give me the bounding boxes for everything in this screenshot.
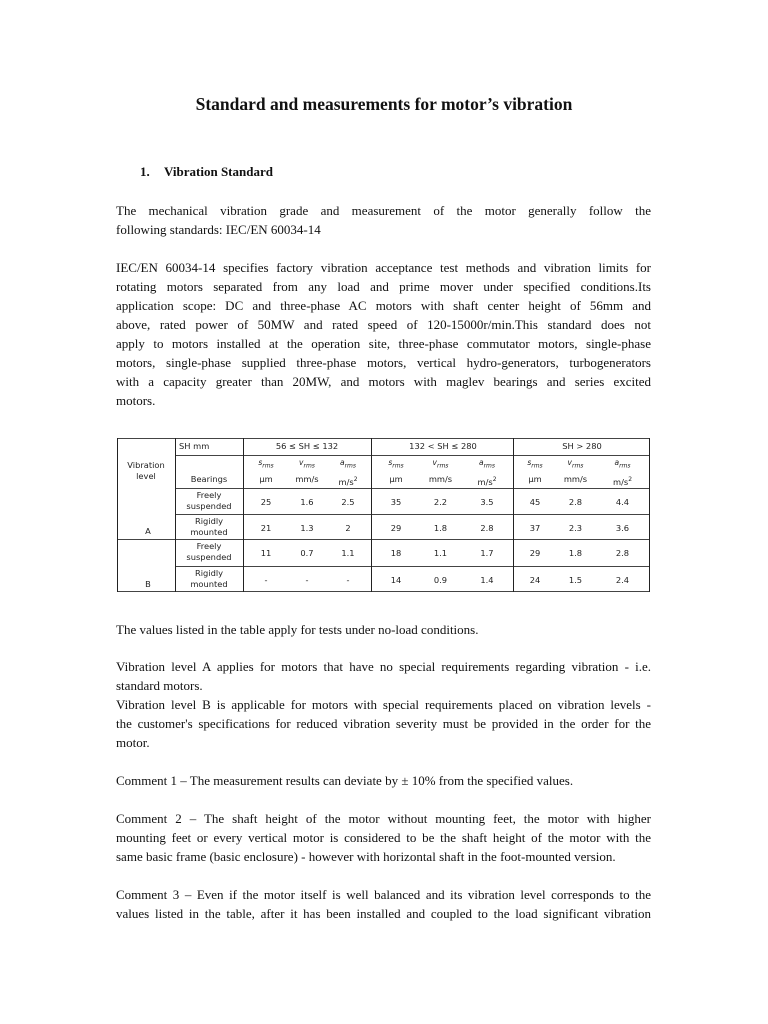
- table-value: 2.3: [568, 523, 583, 533]
- table-value: -: [305, 575, 309, 585]
- table-value: 1.1: [433, 548, 448, 558]
- symbol-letter: a: [339, 458, 345, 467]
- symbol-letter: s: [527, 458, 532, 467]
- table-value: 1.3: [300, 523, 314, 533]
- text-line: mounting feet or every vertical motor is considered to be the shaft height of the motor with the: [116, 830, 651, 845]
- symbol-subscript: rms: [619, 462, 631, 470]
- unit-label: µm: [528, 474, 542, 484]
- table-rule: [175, 455, 650, 456]
- quantity-symbol: [557, 457, 594, 472]
- table-value: 3.5: [480, 497, 494, 507]
- text-line: apply to motors installed at the operation site, three-phase commutator motors, single-phase: [116, 336, 651, 351]
- table-value: 45: [529, 497, 541, 507]
- symbol-letter: v: [567, 458, 572, 467]
- quantity-symbol: [514, 457, 556, 472]
- vibration-limits-table: [117, 438, 650, 592]
- text-line: same basic frame (basic enclosure) - however with horizontal shaft in the foot-mounted version.: [116, 849, 616, 864]
- bearing-line: Freely: [196, 490, 222, 500]
- paragraph-standards: [116, 201, 651, 239]
- text-line: IEC/EN 60034-14 specifies factory vibration acceptance test methods and vibration limits for: [116, 260, 651, 275]
- text-line: the customer's specifications for reduced vibration severity must be provided in the order for the: [116, 716, 651, 731]
- group-header: 132 < SH ≤ 280: [409, 441, 477, 451]
- table-value: 35: [390, 497, 402, 507]
- quantity-symbol: [420, 457, 461, 472]
- table-value: 24: [529, 575, 541, 585]
- table-value: 25: [260, 497, 272, 507]
- document-title: Standard and measurements for motor’s vibration: [195, 94, 573, 114]
- bearing-line: Rigidly: [194, 516, 224, 526]
- unit-label: $m/s^2$: [612, 476, 633, 487]
- bearings-header: Bearings: [190, 474, 228, 484]
- table-rule: [117, 539, 650, 540]
- unit-label: $m/s^2$: [477, 476, 497, 487]
- table-value: 29: [390, 523, 402, 533]
- symbol-subscript: rms: [437, 462, 449, 470]
- bearing-line: suspended: [186, 552, 232, 562]
- table-value: 1.7: [480, 548, 494, 558]
- bearing-type: [175, 541, 243, 563]
- table-value: 2.4: [615, 575, 630, 585]
- table-rule: [175, 566, 650, 567]
- symbol-subscript: rms: [392, 462, 404, 470]
- quantity-symbol: [373, 457, 419, 472]
- quantity-symbol: [245, 457, 287, 472]
- text-line: rotating motors separated from any load and prime mover under specified conditions.Its: [116, 279, 651, 294]
- quantity-symbol: [595, 457, 650, 472]
- table-value: 1.4: [480, 575, 494, 585]
- table-value: 1.5: [568, 575, 583, 585]
- text-line: values listed in the table, after it has been installed and coupled to the load significant vibration: [116, 906, 651, 921]
- table-value: 1.8: [433, 523, 448, 533]
- paragraph-comment-1: [116, 771, 651, 790]
- table-value: 2: [345, 523, 351, 533]
- table-value: -: [264, 575, 268, 585]
- paragraph-levels: [116, 657, 651, 752]
- level-label-b: B: [145, 579, 151, 589]
- level-label-a: A: [145, 526, 151, 536]
- table-value: 1.8: [568, 548, 583, 558]
- text-line: above, rated power of 50MW and rated speed of 120-15000r/min.This standard does not: [116, 317, 651, 332]
- table-value: 1.1: [341, 548, 355, 558]
- symbol-letter: v: [299, 458, 304, 467]
- table-value: 2.2: [433, 497, 448, 507]
- bearing-line: Rigidly: [194, 568, 224, 578]
- unit-superscript: 2: [353, 476, 358, 483]
- text-line: application scope: DC and three-phase AC motors with shaft center height of 56mm and: [116, 298, 651, 313]
- unit-label: µm: [389, 474, 403, 484]
- table-rule: [117, 591, 650, 592]
- unit-label: $m/s^2$: [338, 476, 358, 487]
- table-value: 2.8: [568, 497, 583, 507]
- table-rule: [175, 488, 650, 489]
- unit-superscript: 2: [628, 476, 633, 483]
- table-value: 2.5: [341, 497, 355, 507]
- table-rule: [175, 514, 650, 515]
- group-header: SH > 280: [562, 441, 602, 451]
- table-value: 2.8: [615, 548, 630, 558]
- quantity-symbol: [289, 457, 325, 472]
- group-header: 56 ≤ SH ≤ 132: [275, 441, 339, 451]
- table-value: 14: [390, 575, 402, 585]
- symbol-subscript: rms: [572, 462, 584, 470]
- table-value: 3.6: [615, 523, 630, 533]
- vibration-level-label: level: [136, 471, 156, 481]
- text-line: motor.: [116, 735, 150, 750]
- text-line: with a capacity greater than 20MW, and motors with maglev bearings and series excited: [116, 374, 651, 389]
- table-value: 1.6: [300, 497, 314, 507]
- paragraph-no-load: [116, 620, 651, 639]
- unit-label: mm/s: [295, 474, 319, 484]
- table-value: 0.7: [300, 548, 314, 558]
- shaft-height-header: SH mm: [179, 441, 210, 451]
- symbol-subscript: rms: [303, 462, 315, 470]
- text-line: motors.: [116, 393, 156, 408]
- table-value: 0.9: [433, 575, 448, 585]
- symbol-subscript: rms: [531, 462, 543, 470]
- section-number: 1.: [140, 164, 150, 179]
- bearing-line: mounted: [190, 527, 228, 537]
- vibration-level-header: [117, 460, 175, 482]
- unit-label: mm/s: [428, 474, 453, 484]
- symbol-letter: s: [258, 458, 263, 467]
- symbol-letter: s: [388, 458, 393, 467]
- symbol-letter: a: [478, 458, 484, 467]
- text-line: The mechanical vibration grade and measurement of the motor generally follow the: [116, 203, 651, 218]
- table-value: 11: [260, 548, 272, 558]
- bearing-type: [175, 490, 243, 512]
- bearing-line: suspended: [186, 501, 232, 511]
- bearing-type: [175, 568, 243, 590]
- text-line: Comment 3 – Even if the motor itself is well balanced and its vibration level corresponds to the: [116, 887, 651, 902]
- table-value: -: [346, 575, 350, 585]
- table-rule: [371, 438, 372, 592]
- paragraph-comment-3: [116, 885, 651, 923]
- table-rule: [117, 438, 118, 592]
- bearing-type: [175, 516, 243, 538]
- section-title: Vibration Standard: [164, 164, 273, 179]
- bearing-line: Freely: [196, 541, 222, 551]
- symbol-letter: a: [614, 458, 620, 467]
- text-line: following standards: IEC/EN 60034-14: [116, 222, 321, 237]
- table-rule: [243, 438, 244, 592]
- vibration-level-label: Vibration: [127, 460, 165, 470]
- symbol-subscript: rms: [483, 462, 496, 470]
- symbol-subscript: rms: [344, 462, 357, 470]
- table-value: 37: [529, 523, 541, 533]
- text-line: The values listed in the table apply for tests under no-load conditions.: [116, 622, 479, 637]
- table-value: 29: [529, 548, 541, 558]
- quantity-symbol: [325, 457, 371, 472]
- unit-superscript: 2: [492, 476, 497, 483]
- text-line: motors, single-phase supplied three-phase motors, vertical hydro-generators, turbogenerators: [116, 355, 651, 370]
- section-heading: [140, 164, 273, 180]
- table-value: 18: [390, 548, 402, 558]
- text-line: Comment 2 – The shaft height of the motor without mounting feet, the motor with higher: [116, 811, 651, 826]
- text-line: standard motors.: [116, 678, 203, 693]
- symbol-subscript: rms: [262, 462, 274, 470]
- unit-label: mm/s: [563, 474, 588, 484]
- paragraph-comment-2: [116, 809, 651, 866]
- symbol-letter: v: [432, 458, 437, 467]
- text-line: Comment 1 – The measurement results can deviate by ± 10% from the specified values.: [116, 773, 574, 788]
- table-value: 4.4: [615, 497, 630, 507]
- bearing-line: mounted: [190, 579, 228, 589]
- table-rule: [117, 438, 650, 439]
- text-line: Vibration level A applies for motors that have no special requirements regarding vibration - i.e.: [116, 659, 651, 674]
- unit-label: µm: [259, 474, 273, 484]
- paragraph-scope: [116, 258, 651, 410]
- table-value: 21: [260, 523, 272, 533]
- text-line: Vibration level B is applicable for motors with special requirements placed on vibration levels -: [116, 697, 651, 712]
- table-value: 2.8: [480, 523, 494, 533]
- quantity-symbol: [461, 457, 513, 472]
